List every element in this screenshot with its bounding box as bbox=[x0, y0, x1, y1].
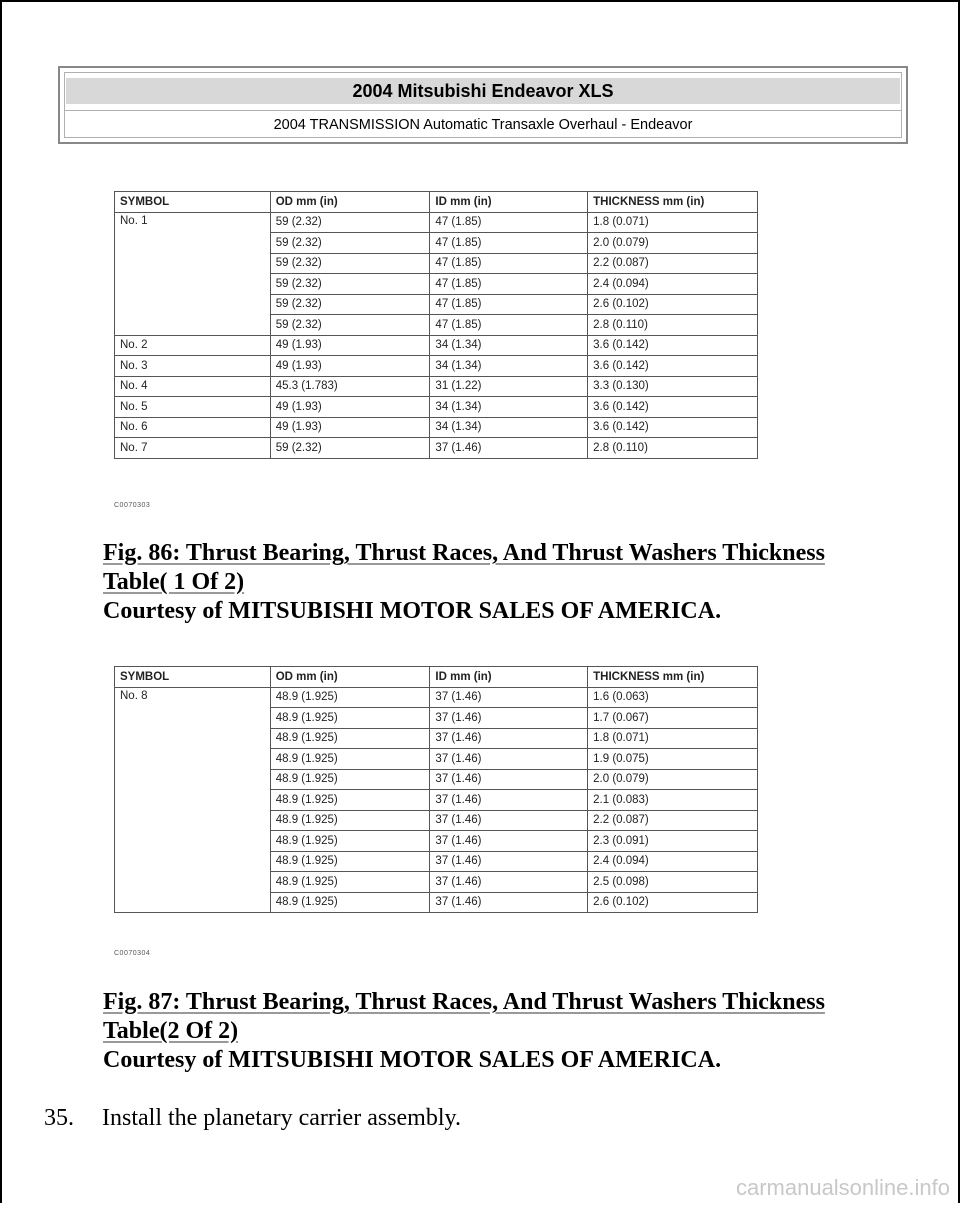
table-row bbox=[115, 356, 758, 377]
id-cell: 34 (1.34) bbox=[430, 356, 588, 377]
od-cell: 48.9 (1.925) bbox=[270, 851, 430, 872]
od-cell: 59 (2.32) bbox=[270, 438, 430, 459]
column-header-od: OD mm (in) bbox=[270, 667, 430, 688]
id-cell: 47 (1.85) bbox=[430, 253, 588, 274]
od-cell: 48.9 (1.925) bbox=[270, 769, 430, 790]
figure-code: C0070303 bbox=[114, 502, 151, 509]
id-cell: 47 (1.85) bbox=[430, 315, 588, 336]
id-cell: 47 (1.85) bbox=[430, 212, 588, 233]
procedure-step bbox=[44, 1104, 461, 1133]
table-row bbox=[115, 212, 758, 233]
od-cell: 48.9 (1.925) bbox=[270, 831, 430, 852]
od-cell: 59 (2.32) bbox=[270, 253, 430, 274]
thickness-cell: 3.6 (0.142) bbox=[588, 397, 758, 418]
symbol-cell: No. 3 bbox=[115, 356, 271, 377]
column-header-thickness: THICKNESS mm (in) bbox=[588, 192, 758, 213]
thickness-cell: 2.8 (0.110) bbox=[588, 438, 758, 459]
thickness-cell: 1.8 (0.071) bbox=[588, 212, 758, 233]
id-cell: 34 (1.34) bbox=[430, 417, 588, 438]
id-cell: 37 (1.46) bbox=[430, 438, 588, 459]
table-row bbox=[115, 417, 758, 438]
symbol-cell: No. 2 bbox=[115, 335, 271, 356]
thickness-table-1 bbox=[114, 191, 758, 459]
document-title: 2004 Mitsubishi Endeavor XLS bbox=[66, 78, 900, 104]
table-body bbox=[115, 212, 758, 458]
id-cell: 37 (1.46) bbox=[430, 687, 588, 708]
column-header-od: OD mm (in) bbox=[270, 192, 430, 213]
od-cell: 48.9 (1.925) bbox=[270, 872, 430, 893]
thickness-table-2 bbox=[114, 666, 758, 913]
id-cell: 37 (1.46) bbox=[430, 728, 588, 749]
od-cell: 45.3 (1.783) bbox=[270, 376, 430, 397]
id-cell: 34 (1.34) bbox=[430, 335, 588, 356]
thickness-cell: 1.7 (0.067) bbox=[588, 708, 758, 729]
od-cell: 49 (1.93) bbox=[270, 397, 430, 418]
thickness-cell: 2.4 (0.094) bbox=[588, 274, 758, 295]
id-cell: 37 (1.46) bbox=[430, 769, 588, 790]
figure-courtesy: Courtesy of MITSUBISHI MOTOR SALES OF AMERICA. bbox=[103, 1047, 722, 1073]
symbol-cell: No. 7 bbox=[115, 438, 271, 459]
id-cell: 37 (1.46) bbox=[430, 831, 588, 852]
symbol-cell: No. 5 bbox=[115, 397, 271, 418]
thickness-cell: 3.6 (0.142) bbox=[588, 335, 758, 356]
od-cell: 48.9 (1.925) bbox=[270, 749, 430, 770]
od-cell: 59 (2.32) bbox=[270, 315, 430, 336]
id-cell: 37 (1.46) bbox=[430, 872, 588, 893]
document-header bbox=[58, 66, 908, 144]
header-box bbox=[64, 72, 902, 138]
column-header-id: ID mm (in) bbox=[430, 192, 588, 213]
id-cell: 37 (1.46) bbox=[430, 708, 588, 729]
table-row bbox=[115, 397, 758, 418]
step-number: 35. bbox=[44, 1105, 74, 1131]
od-cell: 59 (2.32) bbox=[270, 212, 430, 233]
od-cell: 59 (2.32) bbox=[270, 274, 430, 295]
id-cell: 47 (1.85) bbox=[430, 233, 588, 254]
od-cell: 49 (1.93) bbox=[270, 417, 430, 438]
thickness-cell: 3.6 (0.142) bbox=[588, 356, 758, 377]
table-header-row bbox=[115, 667, 758, 688]
step-text: Install the planetary carrier assembly. bbox=[102, 1105, 461, 1131]
thickness-cell: 2.8 (0.110) bbox=[588, 315, 758, 336]
od-cell: 49 (1.93) bbox=[270, 335, 430, 356]
symbol-cell: No. 6 bbox=[115, 417, 271, 438]
figure-caption-87 bbox=[103, 988, 883, 1075]
column-header-symbol: SYMBOL bbox=[115, 667, 271, 688]
thickness-cell: 2.0 (0.079) bbox=[588, 233, 758, 254]
od-cell: 48.9 (1.925) bbox=[270, 708, 430, 729]
id-cell: 37 (1.46) bbox=[430, 851, 588, 872]
figure-courtesy: Courtesy of MITSUBISHI MOTOR SALES OF AMERICA. bbox=[103, 598, 722, 624]
figure-title-link[interactable]: Fig. 87: Thrust Bearing, Thrust Races, And Thrust Washers Thickness Table(2 Of 2) bbox=[103, 989, 825, 1044]
symbol-cell: No. 8 bbox=[115, 687, 271, 913]
figure-code: C0070304 bbox=[114, 950, 151, 957]
table-row bbox=[115, 335, 758, 356]
thickness-cell: 2.0 (0.079) bbox=[588, 769, 758, 790]
id-cell: 47 (1.85) bbox=[430, 294, 588, 315]
id-cell: 34 (1.34) bbox=[430, 397, 588, 418]
thickness-cell: 3.3 (0.130) bbox=[588, 376, 758, 397]
thickness-cell: 1.6 (0.063) bbox=[588, 687, 758, 708]
od-cell: 48.9 (1.925) bbox=[270, 810, 430, 831]
table-body bbox=[115, 687, 758, 913]
id-cell: 37 (1.46) bbox=[430, 810, 588, 831]
od-cell: 59 (2.32) bbox=[270, 294, 430, 315]
symbol-cell: No. 1 bbox=[115, 212, 271, 335]
thickness-cell: 2.3 (0.091) bbox=[588, 831, 758, 852]
thickness-cell: 1.9 (0.075) bbox=[588, 749, 758, 770]
od-cell: 48.9 (1.925) bbox=[270, 790, 430, 811]
column-header-id: ID mm (in) bbox=[430, 667, 588, 688]
watermark: carmanualsonline.info bbox=[735, 1175, 950, 1200]
symbol-cell: No. 4 bbox=[115, 376, 271, 397]
od-cell: 59 (2.32) bbox=[270, 233, 430, 254]
thickness-cell: 2.1 (0.083) bbox=[588, 790, 758, 811]
document-subtitle: 2004 TRANSMISSION Automatic Transaxle Overhaul - Endeavor bbox=[65, 110, 901, 139]
thickness-cell: 2.2 (0.087) bbox=[588, 253, 758, 274]
od-cell: 48.9 (1.925) bbox=[270, 728, 430, 749]
thickness-cell: 2.6 (0.102) bbox=[588, 892, 758, 913]
id-cell: 37 (1.46) bbox=[430, 749, 588, 770]
id-cell: 47 (1.85) bbox=[430, 274, 588, 295]
thickness-cell: 2.4 (0.094) bbox=[588, 851, 758, 872]
od-cell: 49 (1.93) bbox=[270, 356, 430, 377]
thickness-cell: 1.8 (0.071) bbox=[588, 728, 758, 749]
figure-title-link[interactable]: Fig. 86: Thrust Bearing, Thrust Races, And Thrust Washers Thickness Table( 1 Of 2) bbox=[103, 540, 825, 595]
thickness-cell: 2.6 (0.102) bbox=[588, 294, 758, 315]
od-cell: 48.9 (1.925) bbox=[270, 687, 430, 708]
table-header-row bbox=[115, 192, 758, 213]
thickness-cell: 3.6 (0.142) bbox=[588, 417, 758, 438]
id-cell: 37 (1.46) bbox=[430, 892, 588, 913]
id-cell: 37 (1.46) bbox=[430, 790, 588, 811]
table-row bbox=[115, 687, 758, 708]
id-cell: 31 (1.22) bbox=[430, 376, 588, 397]
column-header-symbol: SYMBOL bbox=[115, 192, 271, 213]
table-row bbox=[115, 438, 758, 459]
column-header-thickness: THICKNESS mm (in) bbox=[588, 667, 758, 688]
thickness-cell: 2.5 (0.098) bbox=[588, 872, 758, 893]
figure-caption-86 bbox=[103, 539, 883, 626]
table-row bbox=[115, 376, 758, 397]
od-cell: 48.9 (1.925) bbox=[270, 892, 430, 913]
thickness-cell: 2.2 (0.087) bbox=[588, 810, 758, 831]
